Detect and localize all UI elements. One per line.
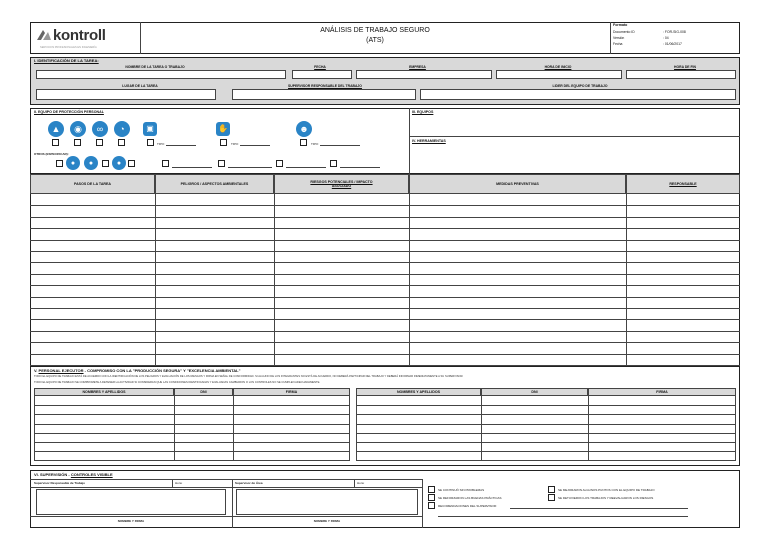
meta-row: Versión : 04 [613, 36, 669, 40]
otros-input-3[interactable] [286, 167, 326, 168]
tipo-input[interactable] [240, 145, 270, 146]
col-header-dni-right: DNI [481, 388, 588, 396]
boots-checkbox[interactable] [147, 139, 154, 146]
col-header-sign-left: FIRMA [233, 388, 350, 396]
check-recommendations-label: RECOMENDACIONES DEL SUPERVISOR: [438, 504, 497, 508]
section-5-title: V. PERSONAL EJECUTOR - COMPROMISO CON LA "PRODUCCIÓN SEGURA" Y "EXCELENCIA AMBIENTAL" [34, 368, 241, 373]
section-2-title: II. EQUIPO DE PROTECCIÓN PERSONAL [34, 110, 104, 114]
ear-muffs-icon: ◔ [114, 121, 130, 137]
signature-row[interactable] [34, 451, 350, 452]
boots-icon: ▣ [143, 122, 157, 136]
check-improved-label: SE MEJORARON ALGUNOS PUNTOS CON EL EQUIPO DE TRABAJO [558, 488, 655, 492]
recommendations-input-2[interactable] [438, 516, 688, 517]
signature-row[interactable] [34, 442, 350, 443]
gloves-icon: ✋ [216, 122, 230, 136]
otros-input-2[interactable] [228, 167, 272, 168]
area-signature-field[interactable] [236, 489, 418, 515]
team-lead-input[interactable] [420, 89, 736, 100]
doc-title-abbr: (ATS) [366, 37, 384, 44]
section-ppe-equipment [30, 108, 740, 174]
doc-title: ANÁLISIS DE TRABAJO SEGURO [320, 27, 430, 34]
table-row[interactable] [30, 228, 740, 229]
col-header-responsible: RESPONSABLE [626, 174, 740, 194]
section-3-title: III. EQUIPOS [412, 110, 434, 114]
otros-checkbox-1[interactable] [56, 160, 63, 167]
check-reinforced-label: SE REFORZARON LAS BUENAS PRÁCTICAS [438, 496, 502, 500]
gloves-checkbox[interactable] [220, 139, 227, 146]
field-label-task-name: NOMBRE DE LA TAREA O TRABAJO [125, 65, 185, 69]
table-row[interactable] [30, 354, 740, 355]
recommendations-input[interactable] [510, 508, 688, 509]
otros-checkbox-2[interactable] [102, 160, 109, 167]
field-label-start-time: HORA DE INICIO [544, 65, 572, 69]
table-row[interactable] [30, 240, 740, 241]
check-stopped[interactable] [548, 494, 555, 501]
sign-caption-left: NOMBRE Y FIRMA [117, 519, 145, 523]
signature-row[interactable] [34, 414, 350, 415]
goggles-icon: ∞ [92, 121, 108, 137]
col-header-names-left: NOMBRES Y APELLIDOS [34, 388, 174, 396]
section-1-title: I. IDENTIFICACIÓN DE LA TAREA: [34, 58, 99, 63]
meta-table [613, 30, 737, 48]
col-header-measures: MEDIDAS PREVENTIVAS [409, 174, 626, 194]
check-continued[interactable] [428, 486, 435, 493]
company-input[interactable] [356, 70, 492, 79]
table-row[interactable] [30, 285, 740, 286]
field-label-location: LUGAR DE LA TAREA [122, 84, 158, 88]
check-stopped-label: SE DETUVIERON LOS TRABAJOS Y REEVALUARON LOS RIESGOS [558, 496, 654, 500]
location-input[interactable] [36, 89, 216, 100]
start-time-input[interactable] [496, 70, 622, 79]
suit-icon: ● [84, 156, 98, 170]
signature-row[interactable] [34, 433, 350, 434]
table-row[interactable] [30, 205, 740, 206]
signature-row[interactable] [356, 442, 736, 443]
section-6-title: VI. SUPERVISIÓN - CONTROLES VISIBLE [34, 472, 113, 477]
section-5-note-2: TODO EL EQUIPO DE TRABAJO SE COMPROMETE A DETENER LA ACTIVIDAD SI CONSIDERAN QUE LAS CONDICIONES IDENTIFICADAS Y EVALUADAS CAMBIARON O LOS CONTROLES NO SE CUMPLEN ADECUADAMENTE. [34, 381, 321, 384]
col-header-sign-right: FIRMA [588, 388, 736, 396]
harness-icon: ● [66, 156, 80, 170]
check-improved[interactable] [548, 486, 555, 493]
table-row[interactable] [30, 262, 740, 263]
goggles-checkbox[interactable] [96, 139, 103, 146]
helmet-checkbox[interactable] [52, 139, 59, 146]
signature-row[interactable] [356, 451, 736, 452]
tipo-input[interactable] [166, 145, 196, 146]
tipo-label: TIPO: [157, 142, 165, 146]
task-name-input[interactable] [36, 70, 286, 79]
area-supervisor-label: Supervisor de Área [235, 481, 263, 485]
signature-row[interactable] [356, 433, 736, 434]
signature-row[interactable] [34, 424, 350, 425]
otros-label: OTROS (ESPECIFICAR): [34, 152, 69, 156]
signature-row[interactable] [356, 424, 736, 425]
face-mask-icon: ☻ [296, 121, 312, 137]
table-row[interactable] [30, 251, 740, 252]
signature-row[interactable] [34, 460, 350, 461]
logo-mark-icon [36, 28, 52, 42]
otros-checkbox-7[interactable] [330, 160, 337, 167]
tipo-input[interactable] [320, 145, 360, 146]
otros-checkbox-4[interactable] [162, 160, 169, 167]
hora-label: Hora: [357, 481, 365, 485]
supervisor-responsible-label: Supervisor Responsable de Trabajo [34, 481, 86, 485]
logo-tagline: SERVICIOS PROFESIONALES EN INGENIERÍA [40, 46, 97, 49]
signature-row[interactable] [356, 405, 736, 406]
field-label-end-time: HORA DE FIN [674, 65, 696, 69]
table-row[interactable] [30, 331, 740, 332]
ear-protection-checkbox[interactable] [74, 139, 81, 146]
table-row[interactable] [30, 297, 740, 298]
supervisor-signature-field[interactable] [36, 489, 226, 515]
hora-label: Hora: [175, 481, 183, 485]
meta-row: Documento ID : FOR-SIG-008 [613, 30, 686, 34]
respirator-icon: ● [112, 156, 126, 170]
helmet-icon: ▲ [48, 121, 64, 137]
col-header-hazards: PELIGROS / ASPECTOS AMBIENTALES [155, 174, 274, 194]
table-row[interactable] [30, 274, 740, 275]
section-5-note-1: TODO EL EQUIPO DE TRABAJO ESTÁ DE ACUERDO CON LA IDENTIFICACIÓN DE LOS PELIGROS Y EVALUACIÓN DE LOS RIESGOS Y FIRMA EN SEÑAL DE CONFORMIDAD. SI ALGUNO DE LOS INTEGRANTES NO ESTÁ DE ACUERDO, NO DEBERÁ PARTICIPAR DEL TRABAJO Y DEBERÁ INFORMAR INMEDIATAMENTE A SU SUPERVISOR. [34, 375, 464, 378]
field-label-date: FECHA [314, 65, 326, 69]
field-label-supervisor: SUPERVISOR RESPONSABLE DEL TRABAJO [288, 84, 362, 88]
signature-row[interactable] [356, 414, 736, 415]
ear-muffs-checkbox[interactable] [118, 139, 125, 146]
ear-protection-icon: ◉ [70, 121, 86, 137]
col-header-names-right: NOMBRES Y APELLIDOS [356, 388, 481, 396]
meta-row: Fecha : 01/06/2017 [613, 42, 682, 46]
otros-input-4[interactable] [340, 167, 380, 168]
face-mask-checkbox[interactable] [300, 139, 307, 146]
check-recommendations[interactable] [428, 502, 435, 509]
logo-text: kontroll [53, 26, 106, 44]
date-input[interactable] [292, 70, 352, 79]
otros-input-1[interactable] [172, 167, 212, 168]
check-continued-label: SE CONTINUÓ SIN PROBLEMAS [438, 488, 485, 492]
section-4-title: IV. HERRAMIENTAS [412, 139, 446, 143]
col-header-dni-left: DNI [174, 388, 233, 396]
check-reinforced[interactable] [428, 494, 435, 501]
field-label-team-lead: LIDER DEL EQUIPO DE TRABAJO [552, 84, 608, 88]
table-row[interactable] [30, 342, 740, 343]
signature-row[interactable] [34, 405, 350, 406]
field-label-company: EMPRESA [409, 65, 426, 69]
table-row[interactable] [30, 308, 740, 309]
tipo-label: TIPO: [311, 142, 319, 146]
tipo-label: TIPO: [231, 142, 239, 146]
logo [36, 23, 136, 47]
col-header-steps: PASOS DE LA TAREA [30, 174, 155, 194]
table-row[interactable] [30, 217, 740, 218]
supervisor-input[interactable] [232, 89, 416, 100]
col-header-risks: RIESGOS POTENCIALES / IMPACTO ASOCIADO [274, 174, 409, 194]
end-time-input[interactable] [626, 70, 736, 79]
risk-table [30, 174, 740, 366]
otros-checkbox-5[interactable] [218, 160, 225, 167]
signature-row[interactable] [356, 460, 736, 461]
otros-checkbox-6[interactable] [276, 160, 283, 167]
otros-checkbox-3[interactable] [128, 160, 135, 167]
meta-title: Formato [613, 23, 628, 27]
table-row[interactable] [30, 319, 740, 320]
sign-caption-right: NOMBRE Y FIRMA [313, 519, 341, 523]
